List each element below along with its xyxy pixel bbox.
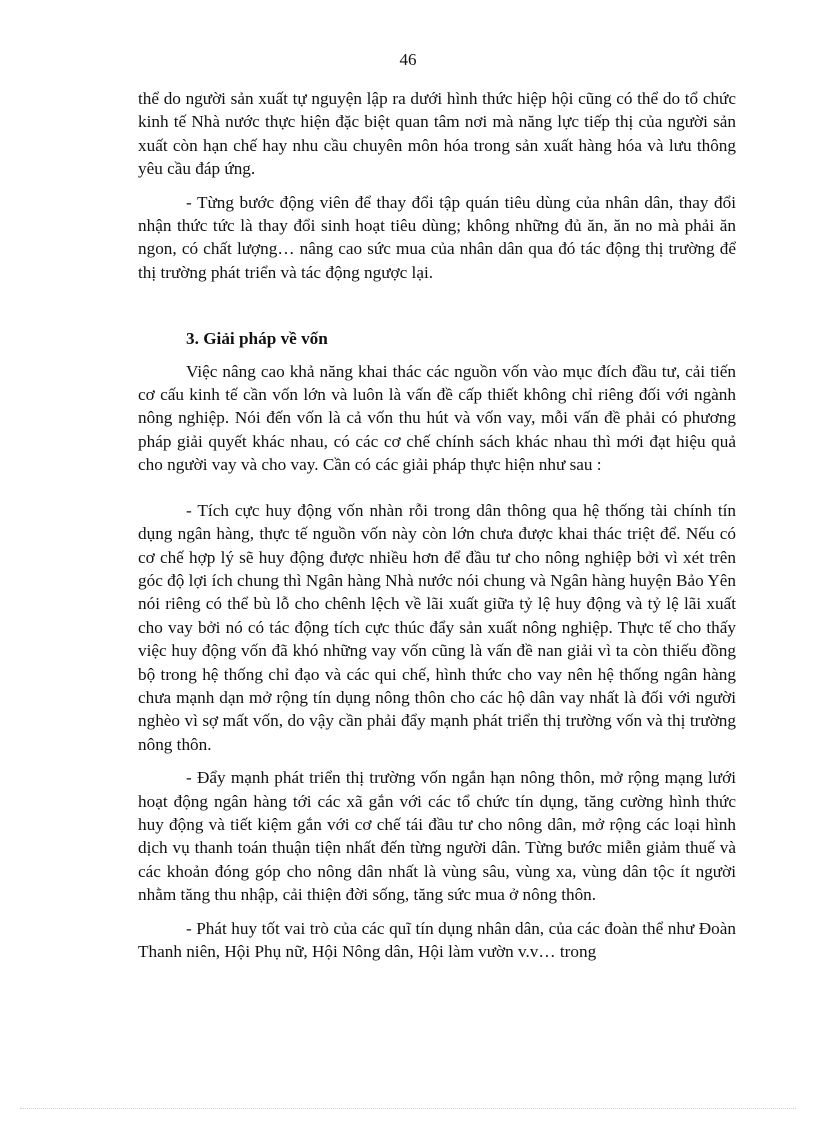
document-body	[138, 87, 736, 973]
paragraph-short-term-capital-market: - Đẩy mạnh phát triển thị trường vốn ngắn hạn nông thôn, mở rộng mạng lưới hoạt động ngân hàng tới các xã gắn với các tổ chức tín dụng, tăng cường hình thức huy động và tiết kiệm gắn với cơ chế tái đầu tư cho nông dân, mở rộng các loại hình dịch vụ thanh toán thuận tiện nhất đến từng người dân. Từng bước miễn giảm thuế và các khoản đóng góp cho nông dân nhất là vùng sâu, vùng xa, vùng dân tộc ít người nhằm tăng thu nhập, cải thiện đời sống, tăng sức mua ở nông thôn.	[138, 768, 736, 905]
paragraph-capital-intro: Việc nâng cao khả năng khai thác các nguồn vốn vào mục đích đầu tư, cải tiến cơ cấu kinh tế cần vốn lớn và luôn là vấn đề cấp thiết không chỉ riêng đối với ngành nông nghiệp. Nói đến vốn là cả vốn thu hút và vốn vay, mỗi vấn đề phải có phương pháp giải quyết khác nhau, có các cơ chế chính sách khác nhau thì mới đạt hiệu quả cho người vay và cho vay. Cần có các giải pháp thực hiện như sau :	[138, 361, 736, 475]
page-bottom-divider	[20, 1108, 796, 1109]
paragraph-mobilize-idle-capital: - Tích cực huy động vốn nhàn rỗi trong dân thông qua hệ thống tài chính tín dụng ngân hàng, thực tế nguồn vốn này còn lớn chưa được khai thác triệt để. Nếu có cơ chế hợp lý sẽ huy động được nhiều hơn để đầu tư cho nông nghiệp bởi vì xét trên góc độ lợi ích chung thì Ngân hàng Nhà nước nói chung và Ngân hàng huyện Bảo Yên nói riêng có thể bù lỗ cho chênh lệch về lãi xuất giữa tỷ lệ huy động và tỷ lệ lãi xuất cho vay bởi nó có tác động tích cực thúc đẩy sản xuất nông nghiệp. Thực tế cho thấy việc huy động vốn đã khó những vay vốn cũng là vấn đề nan giải vì ta còn thiếu đồng bộ trong hệ thống chỉ đạo và các qui chế, hình thức cho vay nên hệ thống ngân hàng chưa mạnh dạn mở rộng tín dụng nông thôn cho các hộ dân vay nhất là đối với người nghèo vì sợ mất vốn, do vậy cần phải đẩy mạnh phát triển thị trường vốn và thị trường nông thôn.	[138, 500, 736, 754]
section-heading-capital: 3. Giải pháp về vốn	[186, 329, 328, 349]
paragraph-credit-funds: - Phát huy tốt vai trò của các quĩ tín dụng nhân dân, của các đoàn thể như Đoàn Thanh niên, Hội Phụ nữ, Hội Nông dân, Hội làm vườn v.v… trong	[138, 918, 736, 961]
page-number: 46	[399, 50, 417, 69]
paragraph-consumption-habits: - Từng bước động viên để thay đổi tập quán tiêu dùng của nhân dân, thay đổi nhận thức tức là thay đổi sinh hoạt tiêu dùng; không những đủ ăn, ăn no mà phải ăn ngon, có chất lượng… nâng cao sức mua của nhân dân qua đó tác động thị trường để thị trường phát triển và tác động ngược lại.	[138, 192, 736, 282]
paragraph-continuation: thể do người sản xuất tự nguyện lập ra dưới hình thức hiệp hội cũng có thể do tổ chức kinh tế Nhà nước thực hiện đặc biệt quan tâm nơi mà năng lực tiếp thị của người sản xuất còn hạn chế hay nhu cầu chuyên môn hóa trong sản xuất hàng hóa và lưu thông yêu cầu đáp ứng.	[138, 89, 736, 179]
